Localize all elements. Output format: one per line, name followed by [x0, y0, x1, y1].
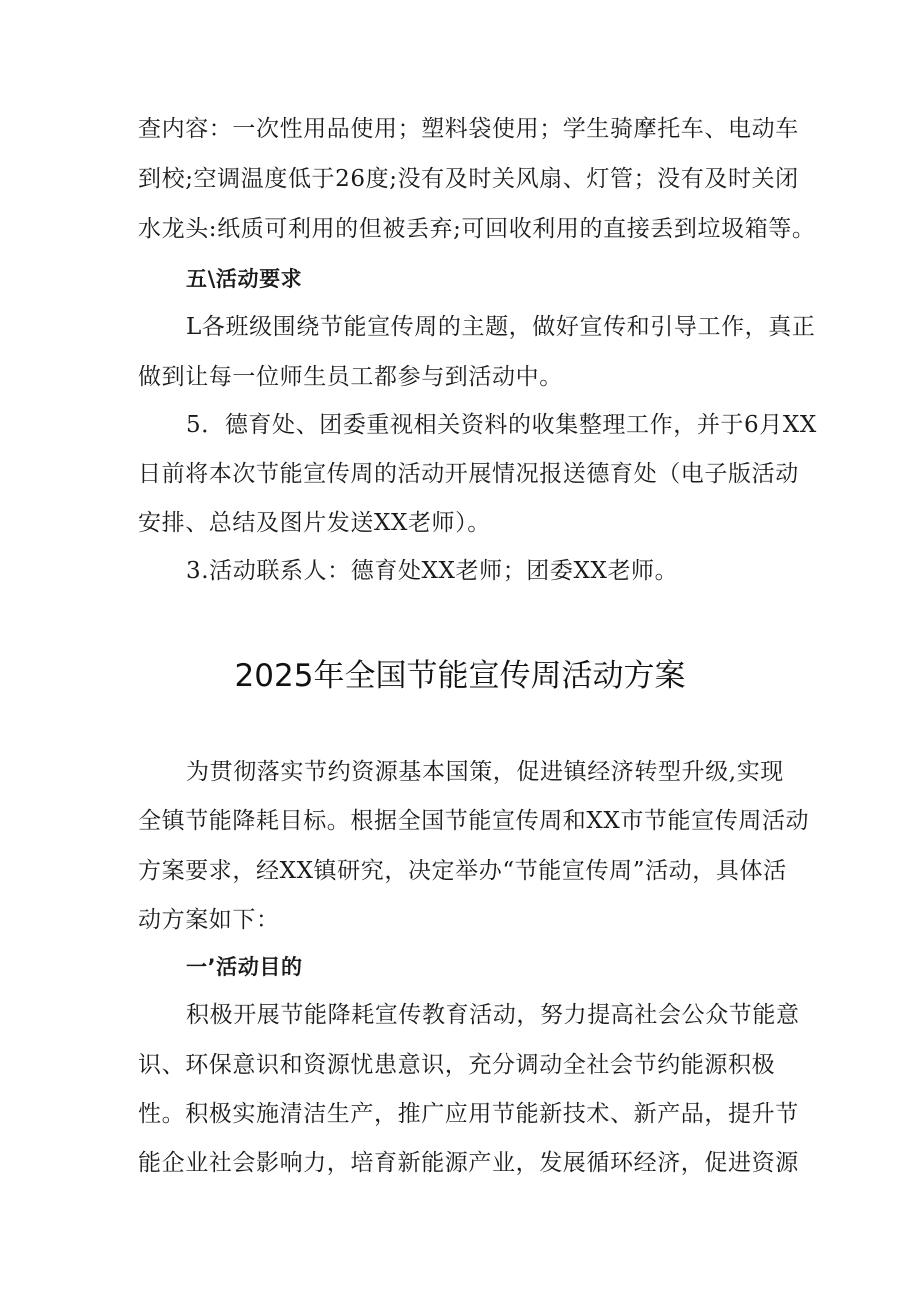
paragraph-line: 积极开展节能降耗宣传教育活动，努力提高社会公众节能意 — [186, 1002, 800, 1028]
intro-line: 为贯彻落实节约资源基本国策，促进镇经济转型升级,实现 — [186, 759, 784, 785]
paragraph-line: 日前将本次节能宣传周的活动开展情况报送德育处（电子版活动 — [138, 461, 799, 487]
paragraph-line: 查内容：一次性用品使用；塑料袋使用；学生骑摩托车、电动车 — [138, 116, 799, 142]
paragraph-line: 识、环保意识和资源忧患意识，充分调动全社会节约能源积极 — [138, 1052, 776, 1078]
paragraph-line: 性。积极实施清洁生产，推广应用节能新技术、新产品，提升节 — [138, 1101, 799, 1127]
intro-line: 全镇节能降耗目标。根据全国节能宣传周和XX市节能宣传周活动 — [138, 808, 810, 834]
intro-line: 动方案如下： — [138, 907, 280, 933]
paragraph-line: 到校;空调温度低于26度;没有及时关风扇、灯管；没有及时关闭 — [138, 166, 799, 192]
intro-line: 方案要求，经XX镇研究，决定举办“节能宣传周”活动，具体活 — [138, 858, 787, 884]
document-title: 2025年全国节能宣传周活动方案 — [234, 658, 686, 694]
paragraph-line: 安排、总结及图片发送XX老师）。 — [138, 510, 491, 536]
paragraph-line: 做到让每一位师生员工都参与到活动中。 — [138, 364, 563, 390]
paragraph-line: 能企业社会影响力，培育新能源产业，发展循环经济，促进资源 — [138, 1150, 799, 1176]
paragraph-line: L各班级围绕节能宣传周的主题，做好宣传和引导工作，真正 — [186, 314, 816, 340]
section-heading-purpose: 一’活动目的 — [186, 955, 303, 979]
paragraph-line: 水龙头:纸质可利用的但被丢弃;可回收利用的直接丢到垃圾箱等。 — [138, 216, 816, 242]
paragraph-line: 5．德育处、团委重视相关资料的收集整理工作，并于6月XX — [186, 412, 817, 438]
paragraph-line: 3.活动联系人：德育处XX老师；团委XX老师。 — [186, 558, 679, 584]
section-heading-requirements: 五\活动要求 — [186, 267, 303, 291]
